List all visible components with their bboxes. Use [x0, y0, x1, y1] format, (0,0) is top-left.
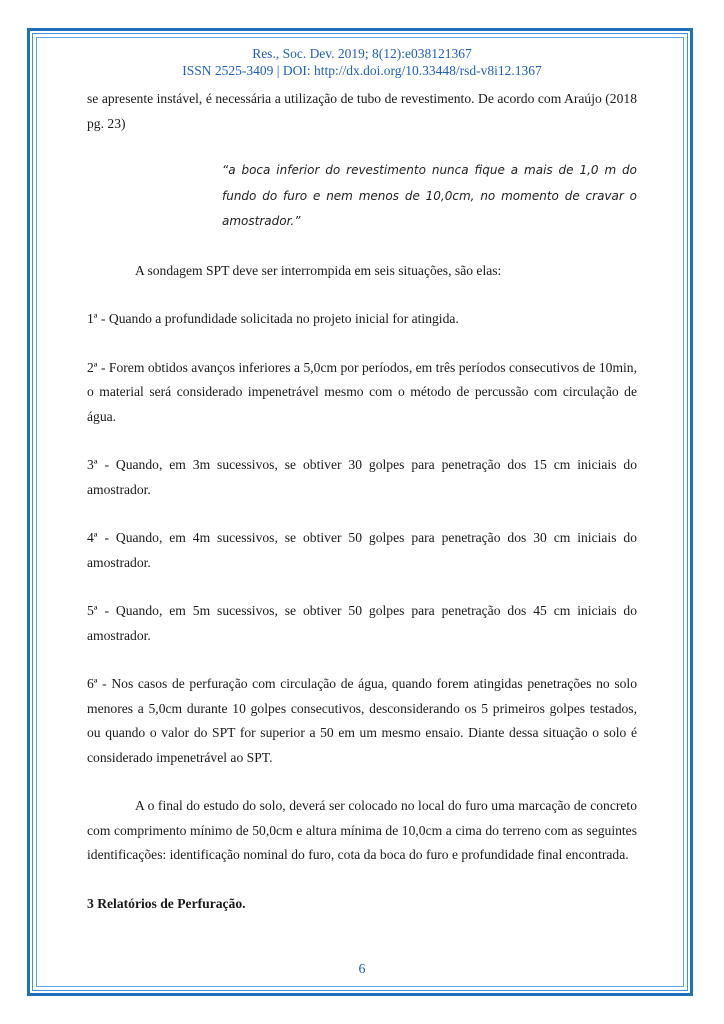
list-item-6: 6ª - Nos casos de perfuração com circulação de água, quando forem atingidas penetrações no solo menores a 5,0cm durante 10 golpes consecutivos, desconsiderando os 5 primeiros golpes testados, ou quando o valor do SPT for superior a 50 em um mesmo ensaio. Diante dessa situação o solo é considerado impenetrável ao SPT. [87, 676, 637, 765]
section-heading: 3 Relatórios de Perfuração. [87, 895, 246, 911]
list-item-1: 1ª - Quando a profundidade solicitada no projeto inicial for atingida. [87, 311, 459, 326]
closing-paragraph: A o final do estudo do solo, deverá ser colocado no local do furo uma marcação de concreto com comprimento mínimo de 50,0cm e altura mínima de 10,0cm a cima do terreno com as seguintes identificações: identificação nominal do furo, cota da boca do furo e profundidade final encontrada. [87, 798, 637, 862]
intro-paragraph: se apresente instável, é necessária a utilização de tubo de revestimento. De acordo com Araújo (2018 pg. 23) [87, 91, 637, 131]
block-quote: “a boca inferior do revestimento nunca fique a mais de 1,0 m do fundo do furo e nem menos de 10,0cm, no momento de cravar o amostrador.” [222, 163, 637, 228]
lead-paragraph: A sondagem SPT deve ser interrompida em seis situações, são elas: [135, 262, 502, 278]
journal-issn-doi: ISSN 2525-3409 | DOI: http://dx.doi.org/10.33448/rsd-v8i12.1367 [182, 63, 542, 78]
list-item-5: 5ª - Quando, em 5m sucessivos, se obtiver 50 golpes para penetração dos 45 cm iniciais do amostrador. [87, 603, 637, 643]
page-body [87, 87, 637, 916]
list-item-4: 4ª - Quando, em 4m sucessivos, se obtiver 50 golpes para penetração dos 30 cm iniciais do amostrador. [87, 530, 637, 570]
list-item-2: 2ª - Forem obtidos avanços inferiores a 5,0cm por períodos, em três períodos consecutivos de 10min, o material será considerado impenetrável mesmo com o método de percussão com circulação de água. [87, 359, 637, 424]
page-number: 6 [358, 962, 366, 977]
journal-citation: Res., Soc. Dev. 2019; 8(12):e038121367 [252, 46, 472, 61]
journal-header [0, 45, 724, 79]
list-item-3: 3ª - Quando, em 3m sucessivos, se obtiver 30 golpes para penetração dos 15 cm iniciais do amostrador. [87, 457, 637, 497]
